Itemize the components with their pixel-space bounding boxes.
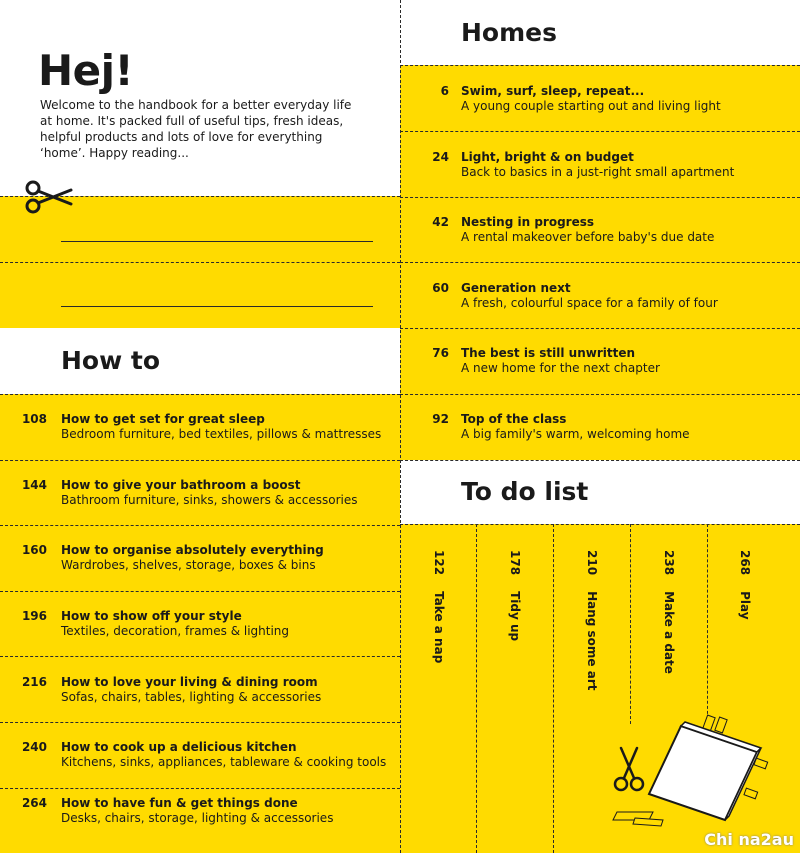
page-number: 24 xyxy=(432,150,449,164)
center-cut-line xyxy=(400,0,401,853)
entry-subtitle: A young couple starting out and living light xyxy=(461,99,721,113)
cut-line xyxy=(0,656,400,657)
todo-label: Make a date xyxy=(662,591,676,674)
entry-subtitle: Textiles, decoration, frames & lighting xyxy=(61,624,290,638)
entry-subtitle: Sofas, chairs, tables, lighting & accessories xyxy=(61,690,322,704)
entry-title: How to give your bathroom a boost xyxy=(61,478,301,492)
entry-subtitle: A big family's warm, welcoming home xyxy=(461,427,690,441)
todo-label: Take a nap xyxy=(432,591,446,664)
todo-label: Hang some art xyxy=(585,591,599,691)
cut-line xyxy=(400,131,800,132)
page-number: 240 xyxy=(21,740,47,754)
write-line xyxy=(61,306,373,307)
todo-label: Tidy up xyxy=(508,591,522,642)
todo-item xyxy=(432,550,446,663)
todo-cut-line xyxy=(630,524,631,724)
page-number: 160 xyxy=(21,543,47,557)
entry-title: Generation next xyxy=(461,281,571,295)
entry-subtitle: Desks, chairs, storage, lighting & accessories xyxy=(61,811,334,825)
page-number: 178 xyxy=(508,550,522,576)
notepad-illustration xyxy=(605,712,775,834)
cut-line xyxy=(400,262,800,263)
page-number: 42 xyxy=(432,215,449,229)
todo-item xyxy=(585,550,599,690)
page-number: 6 xyxy=(440,84,449,98)
page-number: 144 xyxy=(21,478,47,492)
page-number: 210 xyxy=(585,550,599,576)
entry-title: Swim, surf, sleep, repeat... xyxy=(461,84,645,98)
cut-line xyxy=(0,394,400,395)
homes-title: Homes xyxy=(461,18,557,47)
page-number: 122 xyxy=(432,550,446,576)
cut-line xyxy=(0,525,400,526)
todo-cut-line xyxy=(707,524,708,724)
page-number: 268 xyxy=(738,550,752,576)
watermark: Chi na2au xyxy=(704,830,794,849)
entry-title: Nesting in progress xyxy=(461,215,595,229)
intro-title: Hej! xyxy=(38,46,134,95)
howto-title: How to xyxy=(61,346,161,375)
page-number: 238 xyxy=(662,550,676,576)
entry-subtitle: Bedroom furniture, bed textiles, pillows & mattresses xyxy=(61,427,382,441)
cut-line xyxy=(0,262,400,263)
entry-title: Top of the class xyxy=(461,412,567,426)
todo-label: Play xyxy=(738,591,752,620)
notepad-icon xyxy=(649,715,768,820)
todo-item xyxy=(662,550,676,674)
todo-cut-line xyxy=(553,524,554,853)
entry-title: How to organise absolutely everything xyxy=(61,543,324,557)
todo-cut-line xyxy=(476,524,477,853)
entry-title: How to show off your style xyxy=(61,609,242,623)
cut-line xyxy=(0,788,400,789)
entry-subtitle: Kitchens, sinks, appliances, tableware & cooking tools xyxy=(61,755,387,769)
page-number: 92 xyxy=(432,412,449,426)
entry-subtitle: Bathroom furniture, sinks, showers & accessories xyxy=(61,493,358,507)
page-number: 60 xyxy=(432,281,449,295)
todo-item xyxy=(738,550,752,620)
page-number: 76 xyxy=(432,346,449,360)
cut-line xyxy=(400,197,800,198)
cut-line xyxy=(400,460,800,461)
todo-item xyxy=(508,550,522,641)
entry-title: Light, bright & on budget xyxy=(461,150,634,164)
small-scissors-icon xyxy=(615,748,643,790)
cut-line xyxy=(400,394,800,395)
todo-title: To do list xyxy=(461,477,589,506)
entry-subtitle: A new home for the next chapter xyxy=(461,361,660,375)
entry-subtitle: A fresh, colourful space for a family of four xyxy=(461,296,718,310)
write-line xyxy=(61,241,373,242)
scissors-icon xyxy=(24,180,74,214)
entry-title: The best is still unwritten xyxy=(461,346,636,360)
entry-subtitle: Back to basics in a just-right small apartment xyxy=(461,165,735,179)
page-number: 264 xyxy=(21,796,47,810)
entry-title: How to get set for great sleep xyxy=(61,412,265,426)
page-number: 216 xyxy=(21,675,47,689)
intro-text: Welcome to the handbook for a better everyday life at home. It's packed full of useful tips, fresh ideas, helpful products and lots of love for everything ‘home’. Happy reading... xyxy=(40,98,352,160)
cut-line xyxy=(0,460,400,461)
cut-line xyxy=(400,524,800,525)
cut-line xyxy=(0,722,400,723)
entry-title: How to cook up a delicious kitchen xyxy=(61,740,297,754)
cut-line xyxy=(400,65,800,66)
page-number: 108 xyxy=(21,412,47,426)
entry-subtitle: A rental makeover before baby's due date xyxy=(461,230,715,244)
entry-subtitle: Wardrobes, shelves, storage, boxes & bins xyxy=(61,558,316,572)
page-number: 196 xyxy=(21,609,47,623)
cut-line xyxy=(0,591,400,592)
entry-title: How to love your living & dining room xyxy=(61,675,318,689)
entry-title: How to have fun & get things done xyxy=(61,796,298,810)
cut-line xyxy=(400,328,800,329)
